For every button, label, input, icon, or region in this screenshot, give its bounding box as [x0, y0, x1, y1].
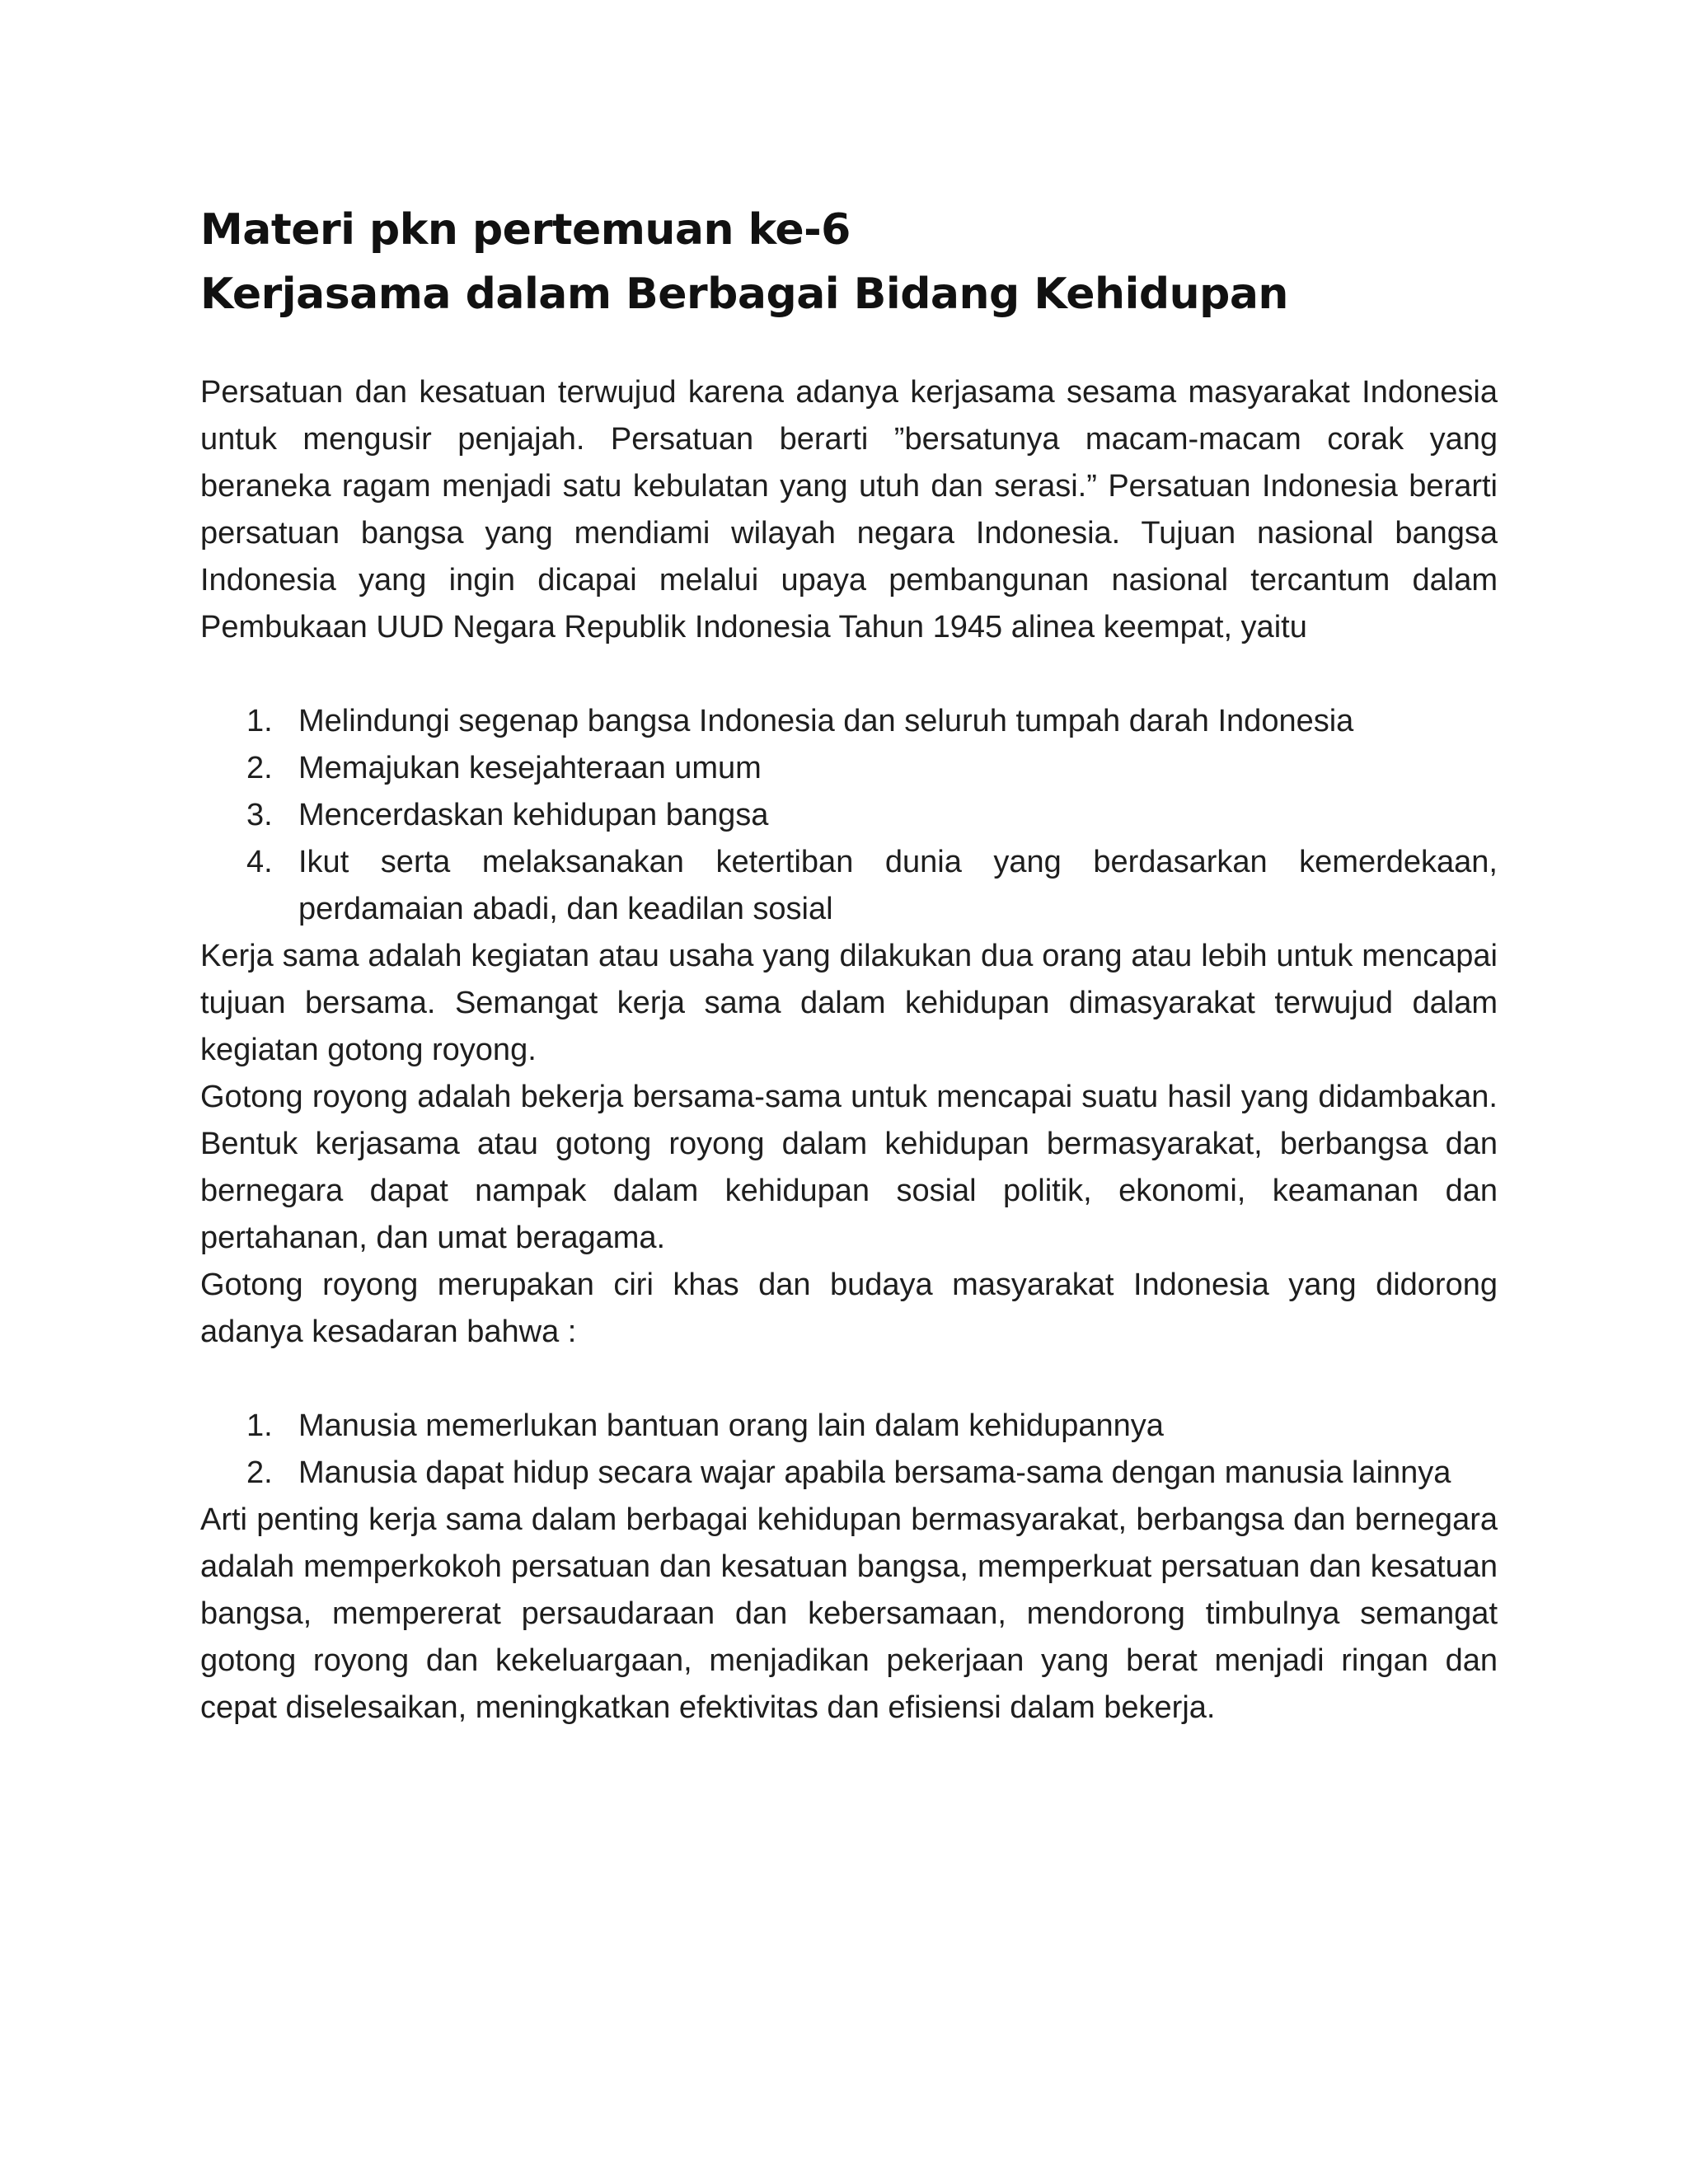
- paragraph-gotong-royong: Gotong royong adalah bekerja bersama-sama untuk mencapai suatu hasil yang didambakan. Bentuk kerjasama atau gotong royong dalam kehidupan bermasyarakat, berbangsa dan bernegara dapat nampak dalam kehidupan sosial politik, ekonomi, keamanan dan pertahanan, dan umat beragama.: [200, 1080, 1498, 1255]
- awareness-list: [200, 1403, 1498, 1497]
- list-item: [200, 839, 1498, 933]
- list-item-number: 1.: [246, 704, 273, 738]
- list-item-number: 4.: [246, 845, 273, 879]
- title-line-2: Kerjasama dalam Berbagai Bidang Kehidupan: [200, 269, 1288, 319]
- paragraph-kerja-sama: Kerja sama adalah kegiatan atau usaha yang dilakukan dua orang atau lebih untuk mencapai tujuan bersama. Semangat kerja sama dalam kehidupan dimasyarakat terwujud dalam kegiatan gotong royong.: [200, 939, 1498, 1067]
- paragraph-ciri-khas: Gotong royong merupakan ciri khas dan budaya masyarakat Indonesia yang didorong adanya kesadaran bahwa :: [200, 1268, 1498, 1349]
- list-item-number: 1.: [246, 1408, 273, 1443]
- paragraph-persatuan: Persatuan dan kesatuan terwujud karena adanya kerjasama sesama masyarakat Indonesia untuk mengusir penjajah. Persatuan berarti ”bersatunya macam-macam corak yang beraneka ragam menjadi satu kebulatan yang utuh dan serasi.” Persatuan Indonesia berarti persatuan bangsa yang mendiami wilayah negara Indonesia. Tujuan nasional bangsa Indonesia yang ingin dicapai melalui upaya pembangunan nasional tercantum dalam Pembukaan UUD Negara Republik Indonesia Tahun 1945 alinea keempat, yaitu: [200, 375, 1498, 644]
- title-line-1: Materi pkn pertemuan ke-6: [200, 205, 851, 255]
- list-item: [200, 1450, 1498, 1497]
- list-item-number: 2.: [246, 1455, 273, 1490]
- paragraph-arti-penting: Arti penting kerja sama dalam berbagai kehidupan bermasyarakat, berbangsa dan bernegara adalah memperkokoh persatuan dan kesatuan bangsa, memperkuat persatuan dan kesatuan bangsa, mempererat persaudaraan dan kebersamaan, mendorong timbulnya semangat gotong royong dan kekeluargaan, menjadikan pekerjaan yang berat menjadi ringan dan cepat diselesaikan, meningkatkan efektivitas dan efisiensi dalam bekerja.: [200, 1502, 1498, 1725]
- paragraph-spacer: [200, 1356, 1498, 1403]
- document-title: [200, 198, 1498, 326]
- list-item-number: 3.: [246, 798, 273, 832]
- list-item: [200, 698, 1498, 745]
- list-item: [200, 1403, 1498, 1450]
- list-item-text: Manusia memerlukan bantuan orang lain dalam kehidupannya: [298, 1408, 1164, 1443]
- document-page: [200, 198, 1498, 1732]
- list-item-number: 2.: [246, 751, 273, 785]
- list-item-text: Manusia dapat hidup secara wajar apabila bersama-sama dengan manusia lainnya: [298, 1455, 1451, 1490]
- national-goals-list: [200, 698, 1498, 933]
- list-item-text: Mencerdaskan kehidupan bangsa: [298, 798, 769, 832]
- list-item: [200, 745, 1498, 792]
- paragraph-spacer: [200, 651, 1498, 698]
- title-spacer: [200, 326, 1498, 369]
- list-item-text: Memajukan kesejahteraan umum: [298, 751, 762, 785]
- list-item-text: Melindungi segenap bangsa Indonesia dan seluruh tumpah darah Indonesia: [298, 704, 1354, 738]
- list-item: [200, 792, 1498, 839]
- list-item-text: Ikut serta melaksanakan ketertiban dunia yang berdasarkan kemerdekaan, perdamaian abadi, dan keadilan sosial: [298, 845, 1498, 926]
